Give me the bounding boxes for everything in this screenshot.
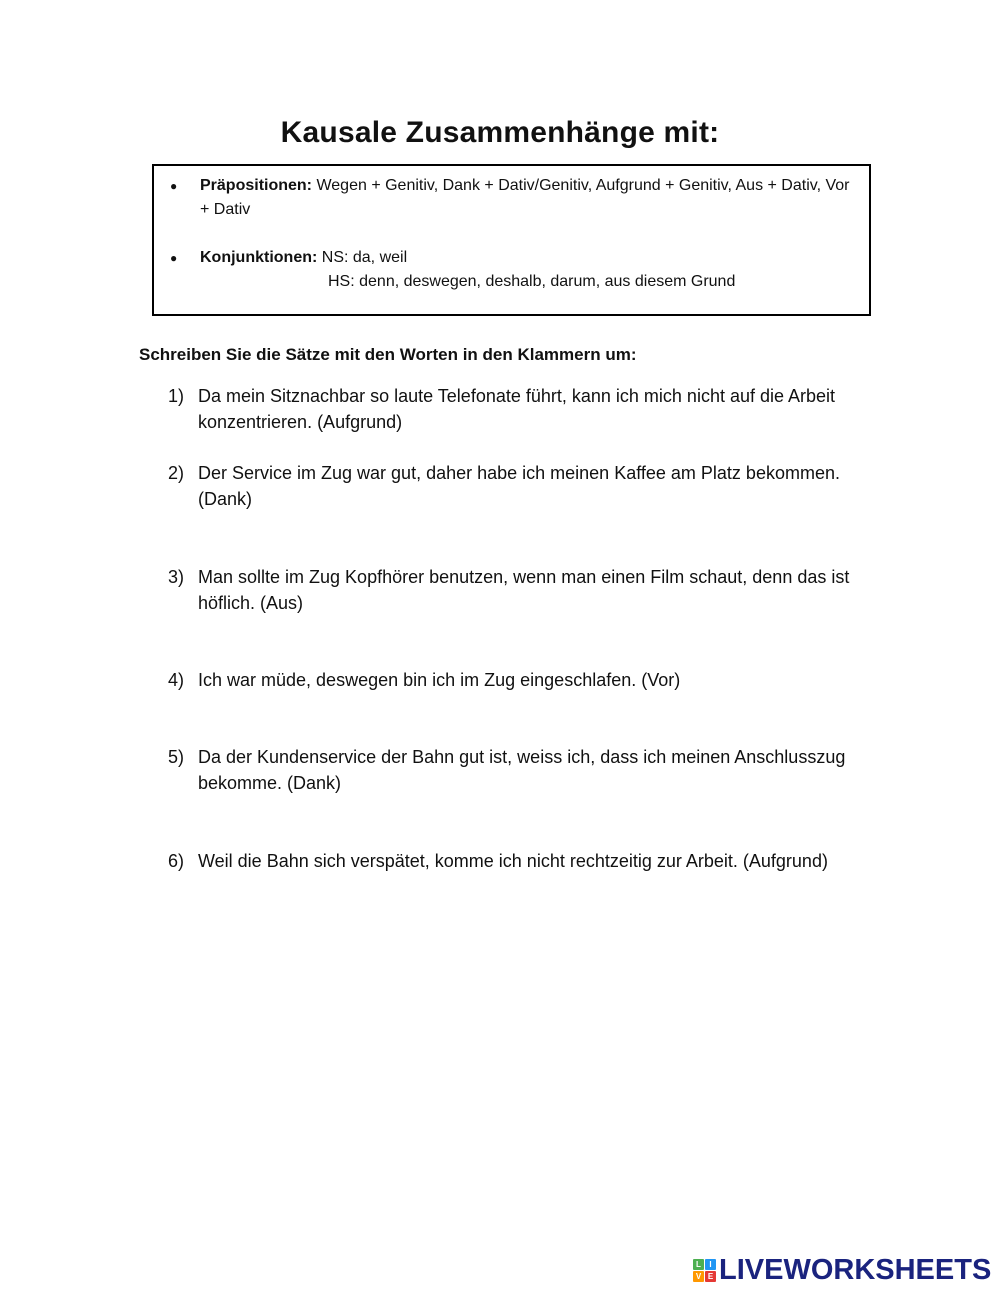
exercise-item-3 [168,564,868,616]
exercise-item-5 [168,744,868,796]
exercise-number: 6) [168,851,185,871]
exercise-text: Ich war müde, deswegen bin ich im Zug eingeschlafen. (Vor) [198,670,681,690]
liveworksheets-logo[interactable] [693,1254,991,1286]
exercise-number: 5) [168,747,185,767]
conjunctions-item [170,246,860,294]
exercise-number: 3) [168,567,185,587]
exercise-number: 1) [168,386,185,406]
exercise-item-2 [168,460,868,512]
grammar-box [152,164,871,316]
page-title: Kausale Zusammenhänge mit: [280,116,720,149]
conjunctions-label: Konjunktionen: [200,249,318,266]
logo-tile-i: I [705,1259,716,1270]
exercise-text: Weil die Bahn sich verspätet, komme ich nicht rechtzeitig zur Arbeit. (Aufgrund) [198,851,828,871]
logo-text: LIVEWORKSHEETS [719,1254,992,1286]
exercise-number: 4) [168,670,185,690]
exercise-text: Da der Kundenservice der Bahn gut ist, weiss ich, dass ich meinen Anschlusszug bekomme. (Dank) [198,747,846,793]
prepositions-text: Wegen + Genitiv, Dank + Dativ/Genitiv, Aufgrund + Genitiv, Aus + Dativ, Vor + Dativ [200,177,850,218]
bullet-icon: ● [170,179,178,193]
live-logo-icon [693,1259,716,1282]
exercise-text: Da mein Sitznachbar so laute Telefonate führt, kann ich mich nicht auf die Arbeit konzentrieren. (Aufgrund) [198,386,836,432]
logo-tile-v: V [693,1271,704,1282]
conjunctions-hs: HS: denn, deswegen, deshalb, darum, aus diesem Grund [328,273,736,290]
exercise-number: 2) [168,463,185,483]
bullet-icon: ● [170,251,178,265]
conjunctions-ns: NS: da, weil [317,249,408,266]
logo-tile-e: E [705,1271,716,1282]
exercise-text: Der Service im Zug war gut, daher habe ich meinen Kaffee am Platz bekommen. (Dank) [198,463,840,509]
exercise-item-1 [168,383,868,435]
exercise-item-4 [168,667,868,693]
prepositions-label: Präpositionen: [200,177,313,194]
instruction: Schreiben Sie die Sätze mit den Worten in den Klammern um: [139,345,637,364]
logo-tile-l: L [693,1259,704,1270]
exercise-text: Man sollte im Zug Kopfhörer benutzen, wenn man einen Film schaut, denn das ist höflich. (Aus) [198,567,850,613]
exercise-item-6 [168,848,888,874]
prepositions-item [170,174,860,222]
